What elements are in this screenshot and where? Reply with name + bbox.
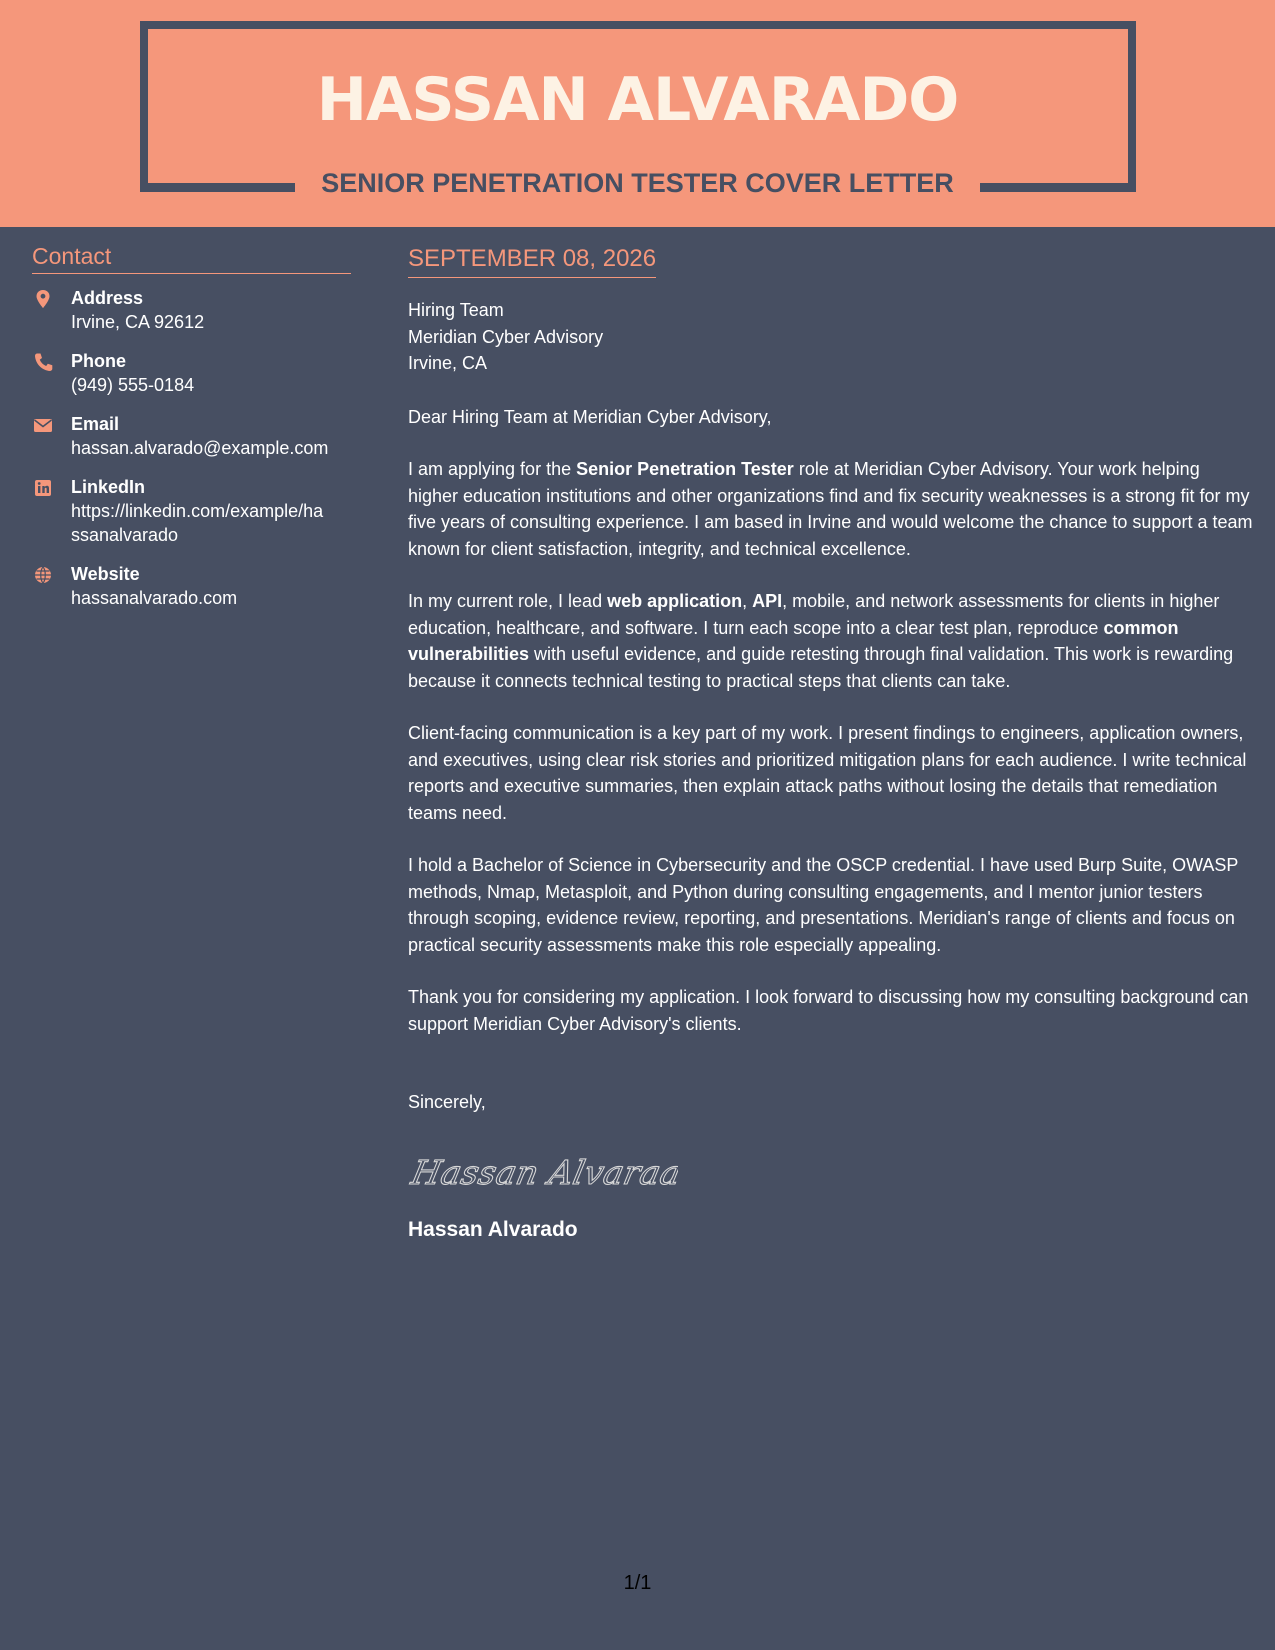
salutation: Dear Hiring Team at Meridian Cyber Advisory, (408, 406, 772, 427)
contact-item-email (32, 412, 351, 460)
linkedin-label: LinkedIn (71, 477, 146, 497)
document-title: SENIOR PENETRATION TESTER COVER LETTER (321, 168, 954, 198)
envelope-icon (32, 415, 54, 435)
recipient-line: Hiring Team (408, 300, 504, 320)
closing-phrase: Sincerely, (408, 1092, 486, 1112)
date-block (408, 243, 656, 278)
website-label: Website (71, 564, 140, 584)
email-label: Email (71, 414, 120, 434)
svg-text:Hassan Alvaraa: Hassan Alvaraa (408, 1152, 678, 1192)
paragraph-closing: Thank you for considering my application. I look forward to discussing how my consulting background can support Meridian Cyber Advisory's clients. (408, 987, 1249, 1034)
phone-label: Phone (71, 351, 127, 371)
contact-item-linkedin (32, 475, 351, 547)
website-value[interactable]: hassanalvarado.com (71, 588, 238, 608)
applicant-name: HASSAN ALVARADO (316, 65, 959, 135)
email-value: hassan.alvarado@example.com (71, 438, 329, 458)
paragraph-communication: Client-facing communication is a key part of my work. I present findings to engineers, application owners, and executives, using clear risk stories and prioritized mitigation plans for each audience. I write technical reports and executive summaries, then explain attack paths without losing the details that remediation teams need. (408, 723, 1247, 823)
header-banner (0, 0, 1275, 227)
phone-icon (32, 352, 54, 372)
linkedin-icon (32, 478, 54, 498)
map-pin-icon (32, 289, 54, 309)
contact-item-website (32, 562, 351, 610)
header-frame-top (140, 21, 1136, 29)
recipient-line: Meridian Cyber Advisory (408, 326, 604, 347)
contact-item-address (32, 286, 351, 334)
address-label: Address (71, 288, 144, 308)
recipient-line: Irvine, CA (408, 353, 488, 373)
globe-icon (32, 565, 54, 585)
phone-value: (949) 555-0184 (71, 375, 195, 395)
contact-item-phone (32, 349, 351, 397)
letter-date: SEPTEMBER 08, 2026 (408, 245, 657, 272)
letter-body (408, 243, 1253, 1244)
recipient-block (408, 297, 1253, 377)
signer-name: Hassan Alvarado (408, 1217, 578, 1241)
page-number: 1/1 (623, 1572, 652, 1594)
linkedin-url-line-1[interactable]: https://linkedin.com/example/ha (71, 501, 324, 521)
address-value: Irvine, CA 92612 (71, 312, 205, 332)
contact-sidebar (32, 240, 351, 610)
paragraph-credentials: I hold a Bachelor of Science in Cybersecurity and the OSCP credential. I have used Burp Suite, OWASP methods, Nmap, Metasploit, and Python during consulting engagements, and I mentor junior testers through scoping, evidence review, reporting, and presentations. Meridian's range of clients and focus on practical security assessments make this role especially appealing. (408, 855, 1239, 955)
paragraph-experience: In my current role, I lead web application, API, mobile, and network assessments for clients in higher education, healthcare, and software. I turn each scope into a clear test plan, reproduce common vulnerabilities with useful evidence, and guide retesting through final validation. This work is rewarding because it connects technical testing to practical steps that clients can take. (408, 591, 1234, 691)
contact-heading: Contact (32, 240, 351, 274)
linkedin-url-line-2[interactable]: ssanalvarado (71, 525, 179, 545)
paragraph-intro: I am applying for the Senior Penetration Tester role at Meridian Cyber Advisory. Your work helping higher education institutions and other organizations find and fix security weaknesses is a strong fit for my five years of consulting experience. I am based in Irvine and would welcome the chance to support a team known for client satisfaction, integrity, and technical excellence. (408, 459, 1253, 559)
handwritten-signature (408, 1146, 1253, 1196)
